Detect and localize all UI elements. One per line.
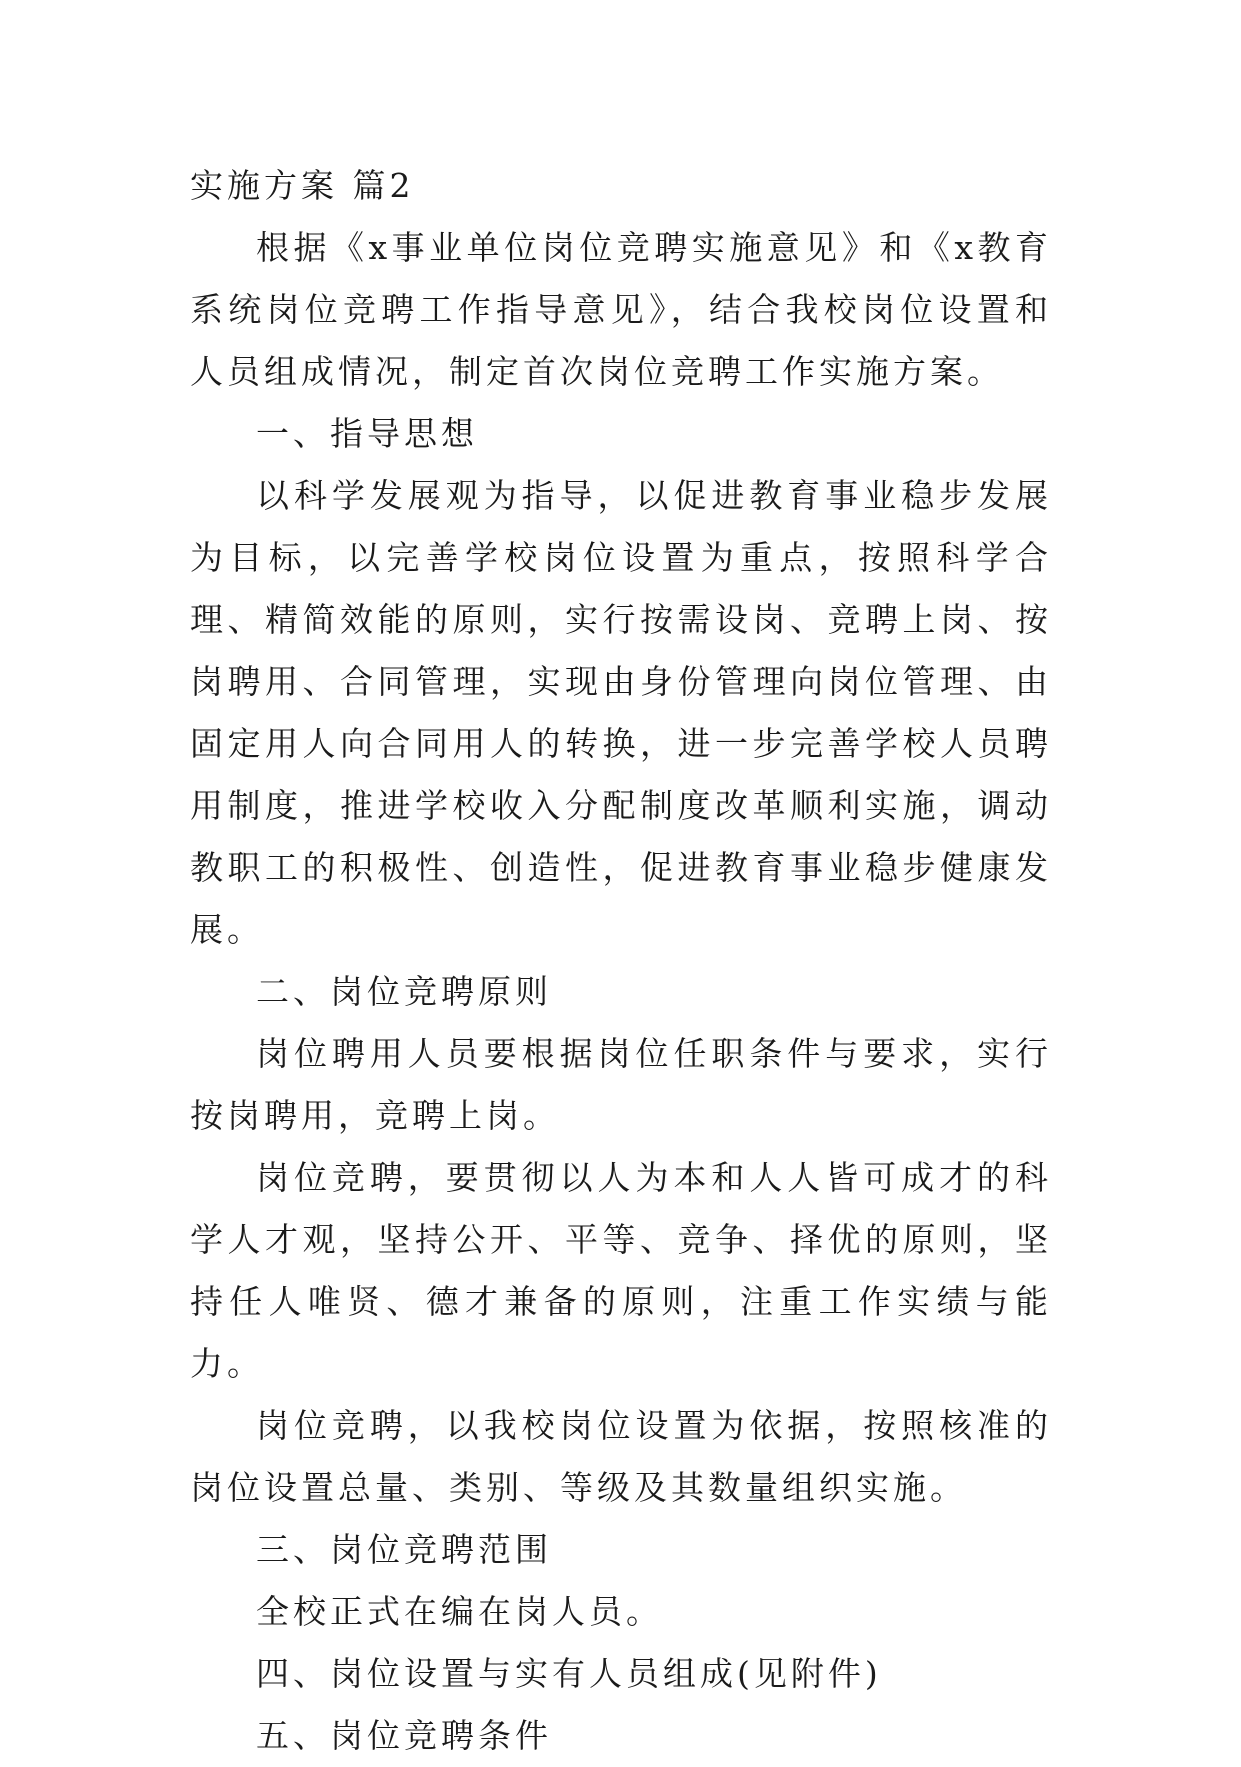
section-heading-principles: 二、岗位竞聘原则 xyxy=(256,972,552,1011)
paragraph-principle-3: 岗位竞聘，以我校岗位设置为依据，按照核准的岗位设置总量、类别、等级及其数量组织实施。 xyxy=(190,1406,1052,1507)
paragraph-guiding-ideology: 以科学发展观为指导，以促进教育事业稳步发展为目标，以完善学校岗位设置为重点，按照科学合理、精简效能的原则，实行按需设岗、竞聘上岗、按岗聘用、合同管理，实现由身份管理向岗位管理、由固定用人向合同用人的转换，进一步完善学校人员聘用制度，推进学校收入分配制度改革顺利实施，调动教职工的积极性、创造性，促进教育事业稳步健康发展。 xyxy=(190,476,1052,949)
section-heading-guiding-ideology: 一、指导思想 xyxy=(256,414,478,453)
paragraph-principle-1: 岗位聘用人员要根据岗位任职条件与要求，实行按岗聘用，竞聘上岗。 xyxy=(190,1034,1052,1135)
paragraph-scope: 全校正式在编在岗人员。 xyxy=(256,1592,663,1631)
section-heading-scope: 三、岗位竞聘范围 xyxy=(256,1530,552,1569)
section-heading-post-setup: 四、岗位设置与实有人员组成(见附件) xyxy=(256,1654,882,1693)
paragraph-principle-2: 岗位竞聘，要贯彻以人为本和人人皆可成才的科学人才观，坚持公开、平等、竞争、择优的原则，坚持任人唯贤、德才兼备的原则，注重工作实绩与能力。 xyxy=(190,1158,1052,1383)
document-title: 实施方案 篇2 xyxy=(190,166,415,205)
section-heading-conditions: 五、岗位竞聘条件 xyxy=(256,1716,552,1755)
paragraph-basis: 根据《x事业单位岗位竞聘实施意见》和《x教育系统岗位竞聘工作指导意见》，结合我校岗位设置和人员组成情况，制定首次岗位竞聘工作实施方案。 xyxy=(190,228,1052,391)
document-body xyxy=(190,155,1052,1767)
